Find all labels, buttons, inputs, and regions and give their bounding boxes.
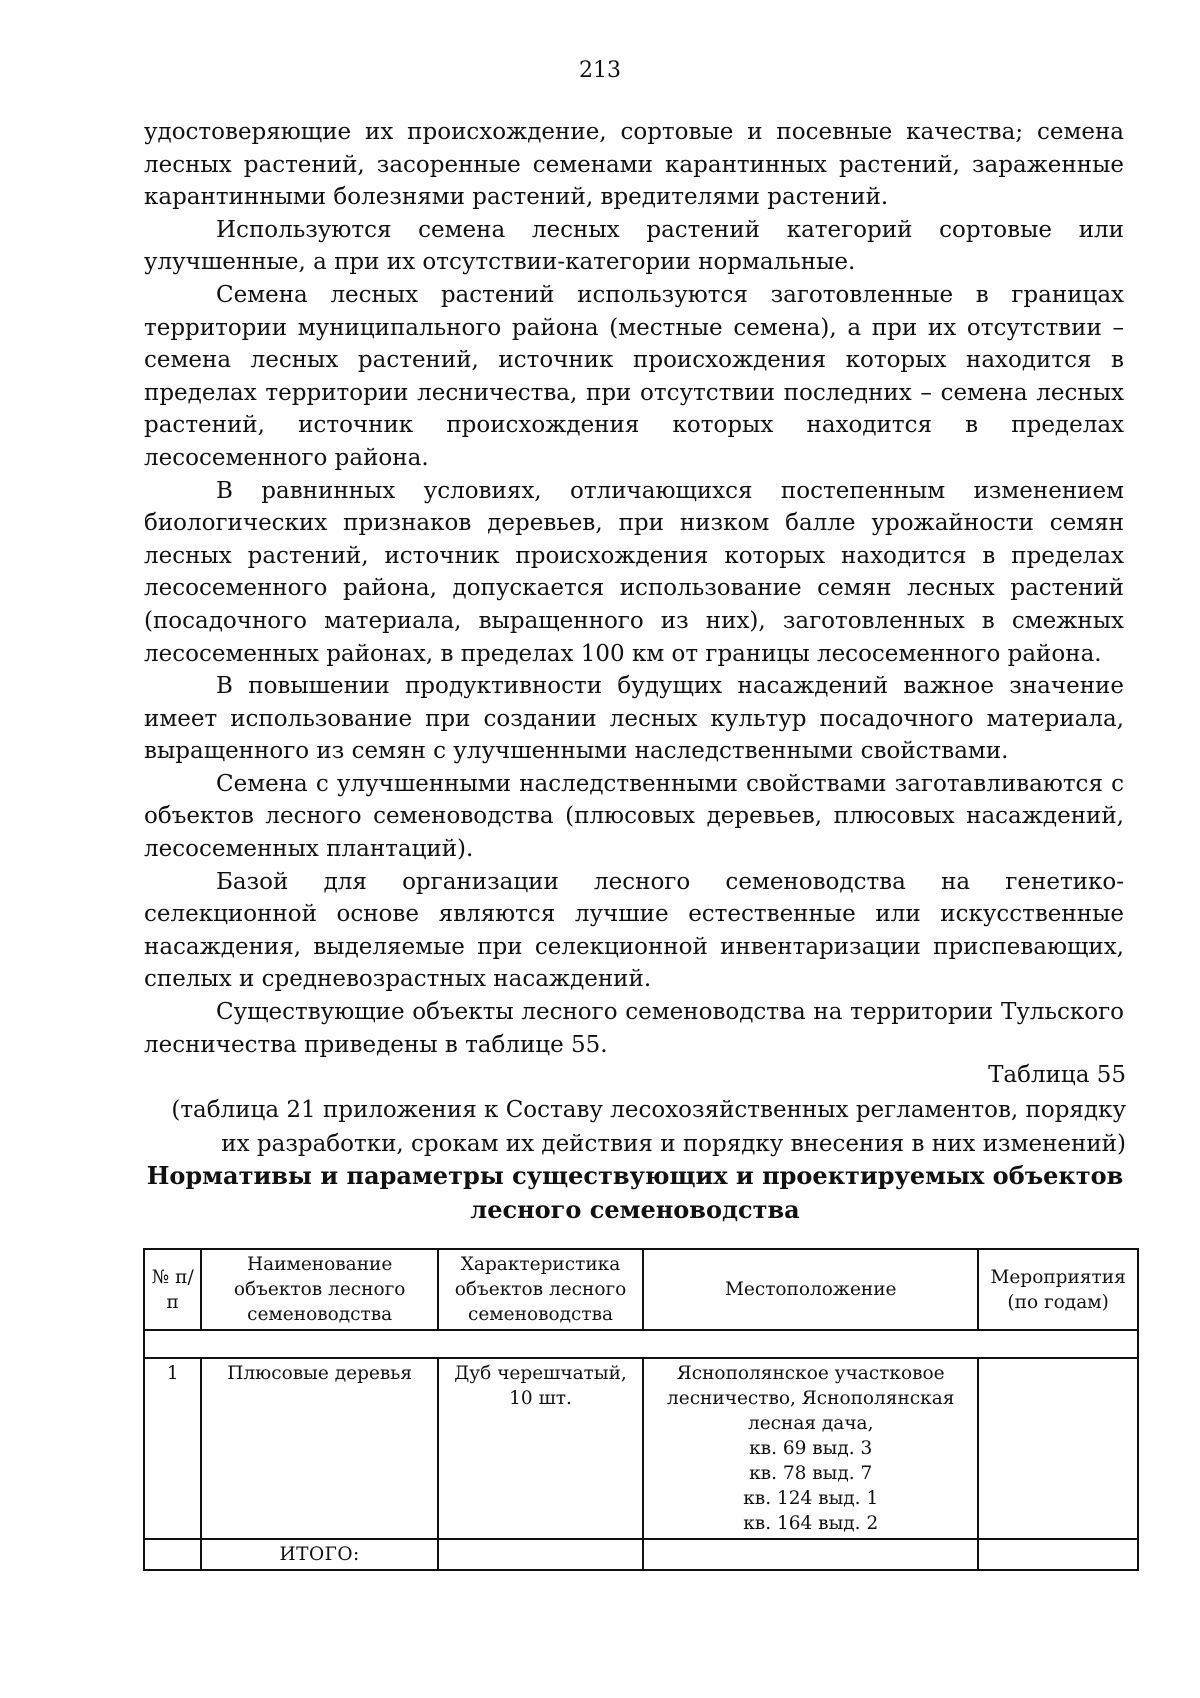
seed-objects-table xyxy=(143,1248,1139,1571)
total-activities-cell xyxy=(978,1539,1138,1570)
paragraph: удостоверяющие их происхождение, сортовые и посевные качества; семена лесных растений, засоренные семенами карантинных растений, зараженные карантинными болезнями растений, вредителями растений. xyxy=(144,119,1124,211)
page-number: 213 xyxy=(579,58,621,83)
cell-activities xyxy=(978,1358,1138,1539)
paragraph: В равнинных условиях, отличающихся постепенным изменением биологических признаков деревьев, при низком балле урожайности семян лесных растений, источник происхождения которых находится в пределах лесосеменного района, допускается использование семян лесных растений (посадочного материала, выращенного из них), заготовленных в смежных лесосеменных районах, в пределах 100 км от границы лесосеменного района. xyxy=(144,477,1124,667)
characteristic-line: Дуб черешчатый, xyxy=(454,1363,627,1384)
table-header-row xyxy=(144,1249,1138,1330)
location-line: Яснополянское участковое xyxy=(676,1363,945,1384)
header-activities: Мероприятия (по годам) xyxy=(978,1249,1138,1330)
table-source-note: (таблица 21 приложения к Составу лесохозяйственных регламентов, порядку их разработки, срокам их действия и порядку внесения в них изменений) xyxy=(171,1097,1126,1157)
location-line: кв. 69 выд. 3 xyxy=(749,1438,873,1459)
location-line: кв. 124 выд. 1 xyxy=(743,1488,879,1509)
location-line: кв. 78 выд. 7 xyxy=(749,1463,873,1484)
paragraph: Семена с улучшенными наследственными свойствами заготавливаются с объектов лесного семеноводства (плюсовых деревьев, плюсовых насаждений, лесосеменных плантаций). xyxy=(144,770,1124,863)
header-name: Наименование объектов лесного семеноводства xyxy=(201,1249,437,1330)
paragraph: Существующие объекты лесного семеноводства на территории Тульского лесничества приведены в таблице 55. xyxy=(144,999,1124,1058)
header-location: Местоположение xyxy=(643,1249,978,1330)
total-label: ИТОГО: xyxy=(201,1539,437,1570)
cell-num: 1 xyxy=(144,1358,201,1539)
total-characteristic-cell xyxy=(438,1539,643,1570)
total-num-cell xyxy=(144,1539,201,1570)
location-line: кв. 164 выд. 2 xyxy=(743,1513,879,1534)
paragraph: В повышении продуктивности будущих насаждений важное значение имеет использование при создании лесных культур посадочного материала, выращенного из семян с улучшенными наследственными свойствами. xyxy=(144,673,1124,765)
table-title: Нормативы и параметры существующих и проектируемых объектов лесного семеноводства xyxy=(146,1161,1124,1224)
spacer-cell xyxy=(144,1330,1138,1358)
cell-characteristic xyxy=(438,1358,643,1539)
table-spacer-row xyxy=(144,1330,1138,1358)
paragraph: Базой для организации лесного семеноводства на генетико-селекционной основе являются лучшие естественные или искусственные насаждения, выделяемые при селекционной инвентаризации приспевающих, спелых и средневозрастных насаждений. xyxy=(144,868,1124,993)
total-location-cell xyxy=(643,1539,978,1570)
header-characteristic: Характеристика объектов лесного семеноводства xyxy=(438,1249,643,1330)
location-line: лесничество, Яснополянская xyxy=(667,1388,955,1409)
cell-name: Плюсовые деревья xyxy=(201,1358,437,1539)
table-number-label: Таблица 55 xyxy=(988,1062,1126,1088)
paragraph: Используются семена лесных растений категорий сортовые или улучшенные, а при их отсутствии-категории нормальные. xyxy=(144,216,1124,276)
header-num: № п/п xyxy=(144,1249,201,1330)
table-total-row xyxy=(144,1539,1138,1570)
body-text xyxy=(144,116,1124,1061)
cell-location xyxy=(643,1358,978,1539)
paragraph: Семена лесных растений используются заготовленные в границах территории муниципального района (местные семена), а при их отсутствии – семена лесных растений, источник происхождения которых находится в пределах территории лесничества, при отсутствии последних – семена лесных растений, источник происхождения которых находится в пределах лесосеменного района. xyxy=(144,281,1124,471)
location-line: лесная дача, xyxy=(747,1413,874,1434)
table-row xyxy=(144,1358,1138,1539)
characteristic-line: 10 шт. xyxy=(509,1388,572,1409)
